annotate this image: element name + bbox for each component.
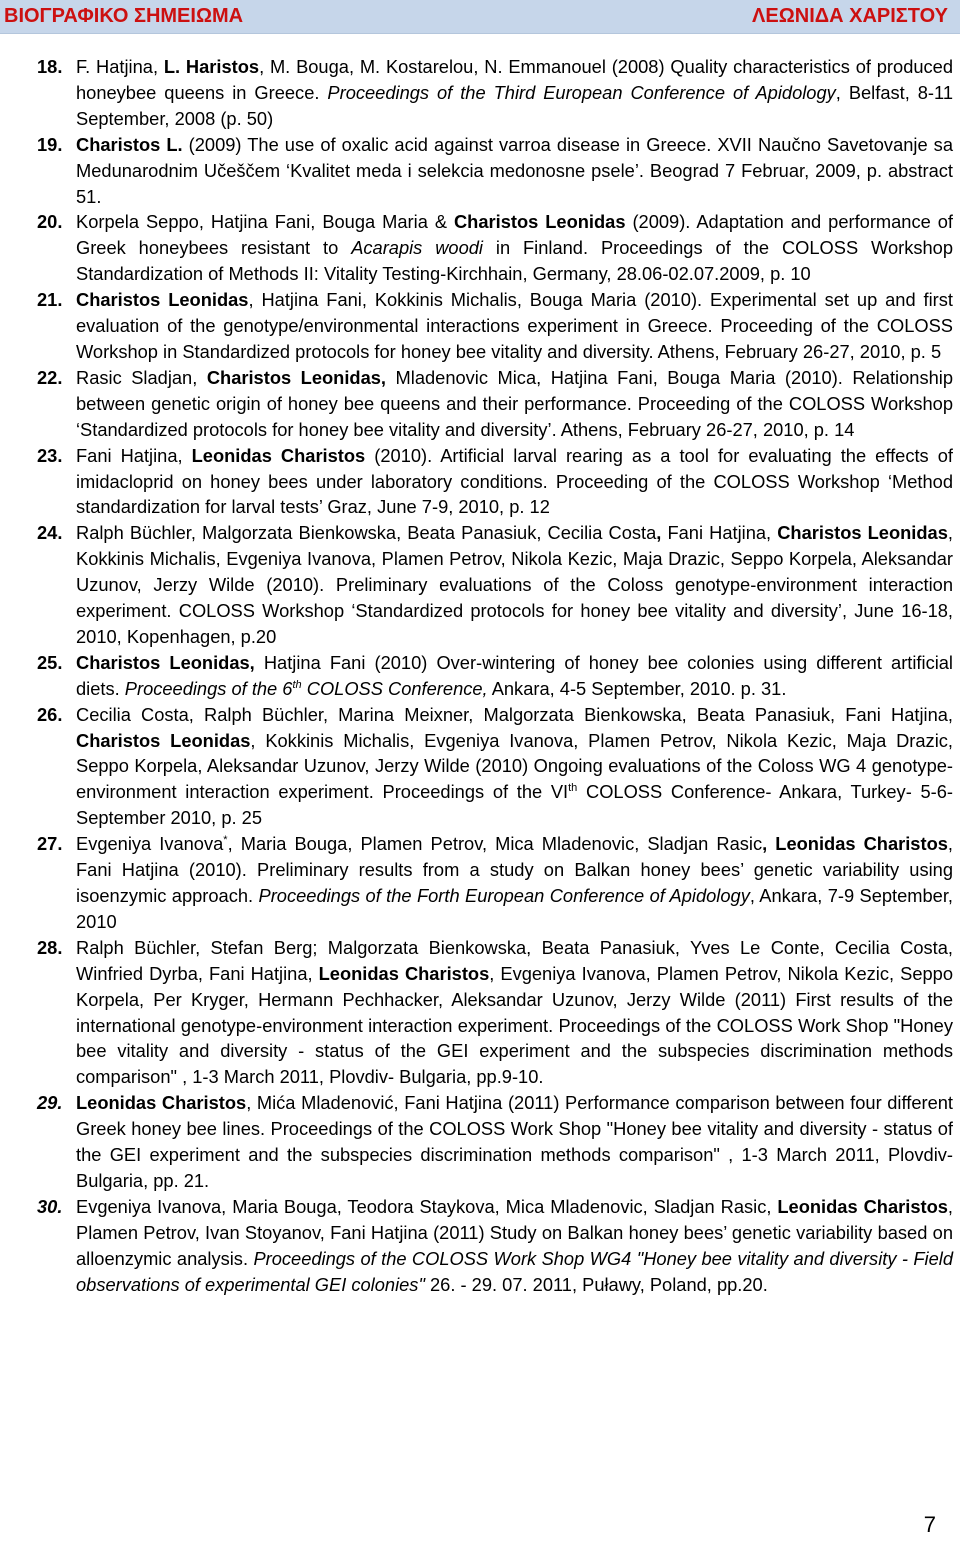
reference-text: Leonidas Charistos [775, 833, 948, 855]
reference-item [0, 1090, 960, 1194]
reference-text: , Kokkinis Michalis, Evgeniya Ivanova, Plamen Petrov, Nikola Kezic, Maja Drazic, Seppo Korpela, Aleksandar Uzunov, Jerzy Wilde (2010) Ongoing evaluations of the Coloss WG 4 genotype-environment interaction experiment. Proceedings of the VI [76, 729, 953, 803]
reference-text: Charistos L. [76, 133, 183, 155]
reference-text: , Hatjina Fani, Kokkinis Michalis, Bouga Maria (2010). Experimental set up and first evaluation of the genotype/environmental interactions experiment in Greece. Proceeding of the COLOSS Workshop in Standardized protocols for honey bee vitality and diversity. Athens, February 26-27, 2010, p. 5 [76, 289, 953, 362]
reference-text: Evgeniya Ivanova, Maria Bouga, Teodora Staykova, Mica Mladenovic, Sladjan Rasic, [76, 1195, 778, 1217]
references-list [0, 54, 960, 1298]
reference-text: Ankara, 4-5 September, 2010. p. 31. [487, 677, 787, 699]
reference-text: , Ankara, 7-9 September, 2010 [76, 885, 953, 932]
reference-text: Proceedings of the Forth European Conference of Apidology [258, 885, 750, 906]
reference-text: th [292, 678, 302, 691]
reference-text: L. Haristos [163, 56, 260, 77]
reference-number: 18. [37, 56, 63, 77]
reference-text: Fani Hatjina, [661, 522, 778, 544]
reference-text: Charistos Leonidas [76, 729, 251, 751]
reference-text: , Mića Mladenović, Fani Hatjina (2011) Performance comparison between four different Greek honey bee lines. Proceedings of the COLOSS Work Shop "Honey bee vitality and diversity - status of the GEI experiment and the subspecies discrimination methods comparison" , 1-3 March 2011, Plovdiv- Bulgaria, pp. 21. [76, 1092, 953, 1191]
reference-text: COLOSS Conference, [301, 677, 488, 699]
reference-text: COLOSS Conference- Ankara, Turkey- 5-6- September 2010, p. 25 [76, 781, 953, 829]
reference-text: Proceedings of the Third European Conference of Apidology [327, 81, 836, 103]
reference-item [0, 54, 960, 132]
reference-text: (2009) The use of oxalic acid against varroa disease in Greece. XVII Naučno Savetovanje sa Medunarodnim Učeščem ‘Kvalitet meda i selekcia medonosne psele’. Beograd 7 Februar, 2009, p. abstract 51. [76, 133, 953, 207]
reference-text: Leonidas Charistos [777, 1195, 948, 1217]
reference-item [0, 831, 960, 935]
reference-text: in Finland. Proceedings of the COLOSS Workshop Standardization of Methods II: Vitality Testing-Kirchhain, Germany, 28.06-02.07.2009, p. 10 [76, 237, 954, 285]
reference-text: Evgeniya Ivanova [76, 833, 224, 855]
reference-text: Charistos Leonidas [76, 289, 249, 311]
reference-text: Rasic Sladjan, [76, 366, 207, 388]
reference-text: Charistos Leonidas [777, 522, 948, 544]
reference-item [0, 935, 960, 1090]
reference-text: Leonidas Charistos [318, 962, 490, 984]
header-title-right: ΛΕΩΝΙΔΑ ΧΑΡΙΣΤΟΥ [752, 5, 948, 27]
reference-text: Ralph Büchler, Stefan Berg; Malgorzata Bienkowska, Beata Panasiuk, Yves Le Conte, Cecilia Costa, Winfried Dyrba, Fani Hatjina, [76, 936, 953, 984]
reference-number: 21. [37, 289, 63, 311]
reference-text: Cecilia Costa, Ralph Büchler, Marina Meixner, Malgorzata Bienkowska, Beata Panasiuk, Fani Hatjina, [76, 703, 953, 725]
reference-text: , Fani Hatjina (2010). Preliminary results from a study on Balkan honey bees’ genetic variability using isoenzymic approach. [76, 833, 953, 906]
reference-number: 24. [37, 522, 63, 544]
reference-number: 28. [37, 936, 63, 958]
reference-text: , Plamen Petrov, Ivan Stoyanov, Fani Hatjina (2011) Study on Balkan honey bees’ genetic variability based on alloenzymic analysis. [76, 1195, 953, 1269]
reference-number: 23. [37, 444, 63, 466]
reference-number: 25. [37, 651, 63, 673]
reference-item [0, 520, 960, 650]
reference-text: Charistos Leonidas, [76, 651, 255, 673]
reference-text: Mladenovic Mica, Hatjina Fani, Bouga Maria (2010). Relationship between genetic origin of honey bee queens and their performance. Proceeding of the COLOSS Workshop ‘Standardized protocols for honey bee vitality and diversity’. Athens, February 26-27, 2010, p. 14 [76, 366, 953, 440]
reference-item [0, 132, 960, 210]
reference-text: Charistos Leonidas, [206, 366, 386, 388]
reference-text: Proceedings of the 6 [124, 677, 293, 699]
reference-text: Proceedings of the COLOSS Work Shop WG4 "Honey bee vitality and diversity - Field observations of experimental GEI colonies" [76, 1247, 953, 1295]
reference-text: , Maria Bouga, Plamen Petrov, Mica Mladenovic, Sladjan Rasic [227, 833, 763, 855]
reference-text: Acarapis woodi [351, 237, 483, 259]
header-title-left: ΒΙΟΓΡΑΦΙΚΟ ΣΗΜΕΙΩΜΑ [4, 5, 244, 27]
reference-item [0, 1194, 960, 1298]
reference-item [0, 650, 960, 702]
reference-text: , [762, 833, 768, 855]
reference-text: , [656, 522, 662, 544]
reference-number: 29. [37, 1092, 63, 1114]
reference-text: 26. - 29. 07. 2011, Puławy, Poland, pp.20. [424, 1273, 768, 1295]
reference-text: (2010). Artificial larval rearing as a tool for evaluating the effects of imidacloprid on honey bees under laboratory conditions. Proceeding of the COLOSS Workshop ‘Method standardization for larval tests’ Graz, June 7-9, 2010, p. 12 [76, 444, 953, 518]
reference-number: 27. [37, 833, 63, 855]
reference-item [0, 443, 960, 521]
reference-text: Hatjina Fani (2010) Over-wintering of honey bee colonies using different artificial diets. [76, 651, 953, 699]
reference-number: 19. [37, 133, 63, 155]
reference-text: F. Hatjina, [76, 56, 164, 77]
reference-number: 26. [37, 703, 63, 725]
reference-text: , Belfast, 8-11 September, 2008 (p. 50) [76, 81, 953, 129]
reference-number: 22. [37, 366, 63, 388]
reference-text: th [568, 782, 578, 795]
reference-text: (2009). Adaptation and performance of Greek honeybees resistant to [76, 211, 953, 259]
reference-text: Leonidas Charistos [76, 1092, 247, 1114]
reference-number: 30. [37, 1195, 63, 1217]
reference-item [0, 365, 960, 443]
reference-text: Charistos Leonidas [453, 211, 626, 233]
reference-item [0, 702, 960, 832]
page-header [0, 0, 960, 34]
reference-number: 20. [37, 211, 63, 233]
reference-text: , M. Bouga, M. Kostarelou, N. Emmanouel (2008) Quality characteristics of produced honeybee queens in Greece. [76, 56, 953, 103]
reference-item [0, 287, 960, 365]
reference-text: Fani Hatjina, [76, 444, 192, 466]
page-number: 7 [923, 1512, 936, 1537]
reference-text: Ralph Büchler, Malgorzata Bienkowska, Beata Panasiuk, Cecilia Costa [76, 522, 657, 544]
reference-text: * [223, 834, 228, 847]
reference-text: Leonidas Charistos [191, 444, 366, 466]
reference-item [0, 209, 960, 287]
reference-text: Korpela Seppo, Hatjina Fani, Bouga Maria & [76, 211, 454, 233]
reference-text: , Kokkinis Michalis, Evgeniya Ivanova, Plamen Petrov, Nikola Kezic, Maja Drazic, Seppo Korpela, Aleksandar Uzunov, Jerzy Wilde (2010). Preliminary evaluations of the Coloss genotype-environment interaction experiment. COLOSS Workshop ‘Standardized protocols for honey bee vitality and diversity’, June 16-18, 2010, Kopenhagen, p.20 [76, 522, 953, 647]
reference-text: , Evgeniya Ivanova, Plamen Petrov, Nikola Kezic, Seppo Korpela, Per Kryger, Hermann Pechhacker, Aleksandar Uzunov, Jerzy Wilde (2011) First results of the international genotype-environment interaction experiment. Proceedings of the COLOSS Work Shop "Honey bee vitality and diversity - status of the GEI experiment and the subspecies discrimination methods comparison" , 1-3 March 2011, Plovdiv- Bulgaria, pp.9-10. [76, 962, 953, 1088]
